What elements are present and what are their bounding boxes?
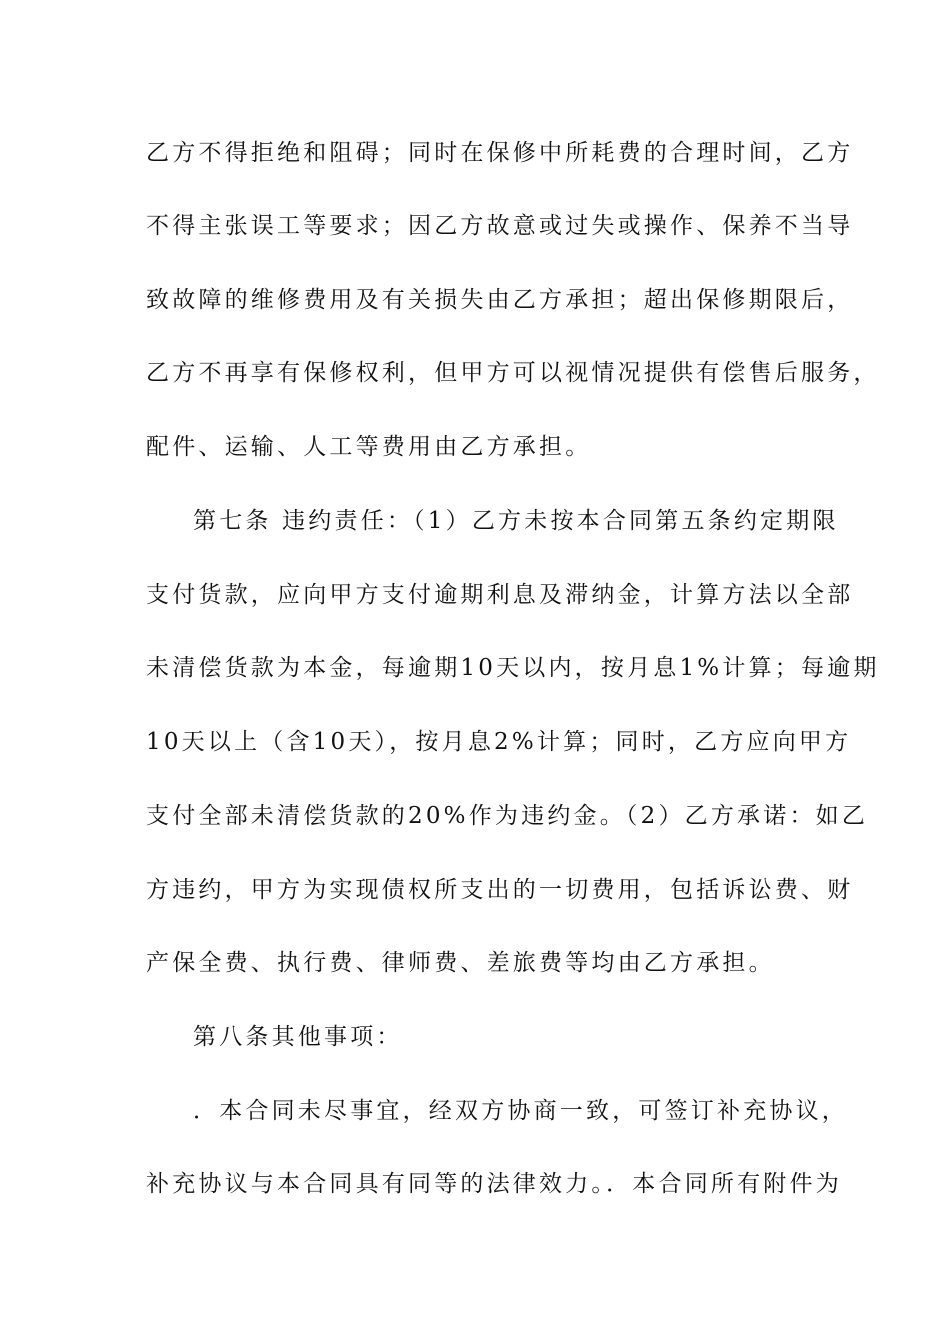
paragraph-line: 致故障的维修费用及有关损失由乙方承担；超出保修期限后， xyxy=(146,287,854,313)
paragraph-line: 支付货款，应向甲方支付逾期利息及滞纳金，计算方法以全部 xyxy=(146,582,854,608)
paragraph-line: 补充协议与本合同具有同等的法律效力。．本合同所有附件为 xyxy=(146,1171,842,1197)
paragraph-line: 乙方不得拒绝和阻碍；同时在保修中所耗费的合理时间，乙方 xyxy=(146,140,854,166)
paragraph-line: 未清偿货款为本金，每逾期10天以内，按月息1%计算；每逾期 xyxy=(146,655,880,681)
paragraph-line: 不得主张误工等要求；因乙方故意或过失或操作、保养不当导 xyxy=(146,213,854,239)
paragraph-line: 产保全费、执行费、律师费、差旅费等均由乙方承担。 xyxy=(146,950,775,976)
paragraph-line: 乙方不再享有保修权利，但甲方可以视情况提供有偿售后服务， xyxy=(146,360,880,386)
paragraph-line: ．本合同未尽事宜，经双方协商一致，可签订补充协议， xyxy=(193,1098,848,1124)
article-7-heading-line: 第七条 违约责任：（1）乙方未按本合同第五条约定期限 xyxy=(193,508,839,534)
paragraph-line: 10天以上（含10天），按月息2%计算；同时，乙方应向甲方 xyxy=(146,729,852,755)
paragraph-line: 方违约，甲方为实现债权所支出的一切费用，包括诉讼费、财 xyxy=(146,877,854,903)
article-8-heading: 第八条其他事项： xyxy=(193,1024,403,1050)
paragraph-line: 支付全部未清偿货款的20%作为违约金。（2）乙方承诺：如乙 xyxy=(146,803,869,829)
paragraph-line: 配件、运输、人工等费用由乙方承担。 xyxy=(146,434,592,460)
